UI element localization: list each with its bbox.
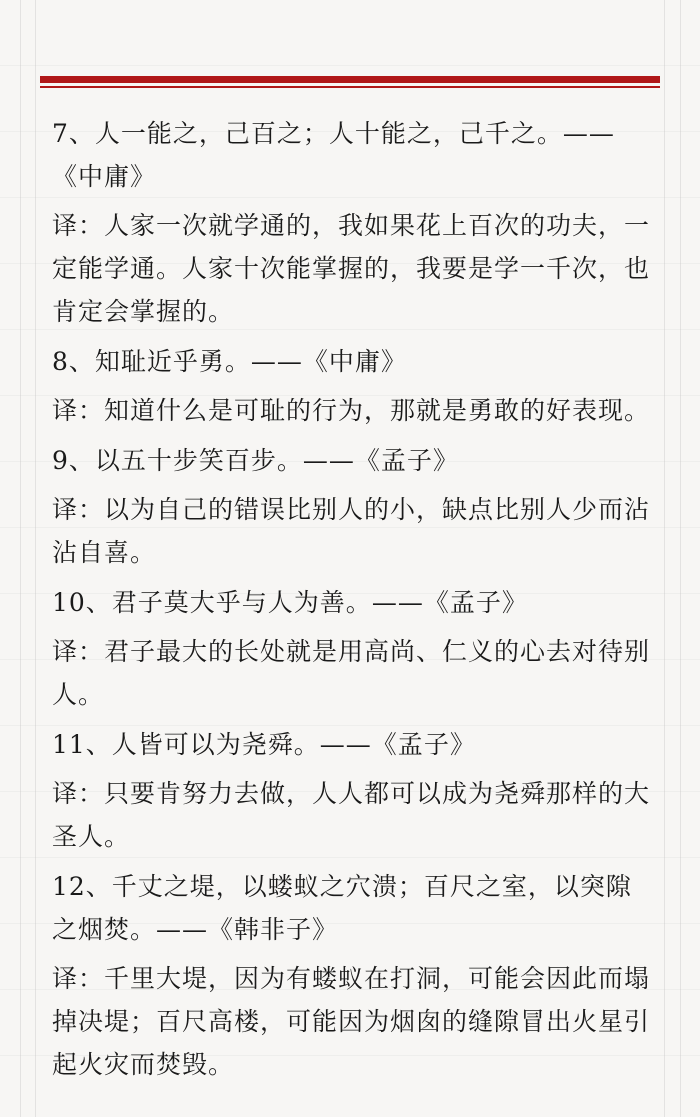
translation-text: 译：千里大堤，因为有蝼蚁在打洞，可能会因此而塌掉决堤；百尺高楼，可能因为烟囱的缝隙冒出火星引起火灾而焚毁。 <box>52 964 651 1079</box>
quote-text: 10、君子莫大乎与人为善。——《孟子》 <box>52 588 528 617</box>
quote-text: 7、人一能之，己百之；人十能之，己千之。——《中庸》 <box>52 119 615 191</box>
quote-entry-12 <box>52 865 652 1086</box>
red-rule-thick <box>40 76 660 83</box>
red-rule-thin <box>40 86 660 88</box>
quote-text: 8、知耻近乎勇。——《中庸》 <box>52 347 407 376</box>
translation-text: 译：知道什么是可耻的行为，那就是勇敢的好表现。 <box>52 396 651 425</box>
quotes-list <box>52 112 652 1093</box>
quote-entry-8 <box>52 340 652 432</box>
quote-entry-11 <box>52 723 652 858</box>
quote-text: 9、以五十步笑百步。——《孟子》 <box>52 446 459 475</box>
quote-entry-9 <box>52 439 652 574</box>
translation-text: 译：君子最大的长处就是用高尚、仁义的心去对待别人。 <box>52 637 651 709</box>
translation-text: 译：人家一次就学通的，我如果花上百次的功夫，一定能学通。人家十次能掌握的，我要是学一千次，也肯定会掌握的。 <box>52 211 651 326</box>
quote-text: 12、千丈之堤，以蝼蚁之穴溃；百尺之室，以突隙之烟焚。——《韩非子》 <box>52 872 632 944</box>
header-red-rule <box>40 76 660 90</box>
translation-text: 译：只要肯努力去做，人人都可以成为尧舜那样的大圣人。 <box>52 779 651 851</box>
quote-entry-7 <box>52 112 652 333</box>
quote-text: 11、人皆可以为尧舜。——《孟子》 <box>52 730 476 759</box>
quote-entry-10 <box>52 581 652 716</box>
translation-text: 译：以为自己的错误比别人的小，缺点比别人少而沾沾自喜。 <box>52 495 651 567</box>
